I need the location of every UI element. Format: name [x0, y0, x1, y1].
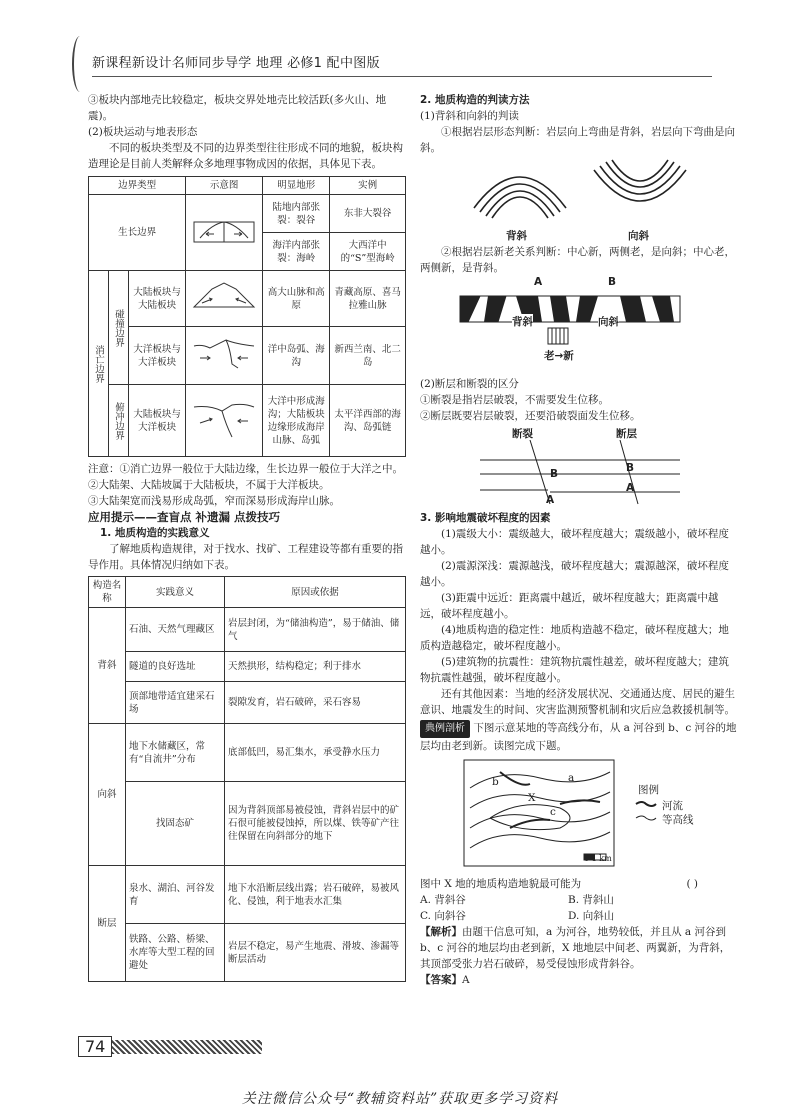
- terrain: 海洋内部张裂：海岭: [263, 233, 330, 271]
- cell: 泉水、湖泊、河谷发育: [126, 866, 225, 924]
- page-number-dots: [112, 1040, 262, 1054]
- para: (4)地质构造的稳定性：地质构造越不稳定，破坏程度越大；地质构造越稳定，破坏程度越小。: [420, 624, 729, 652]
- th: 示意图: [186, 177, 263, 195]
- terrain: 洋中岛弧、海沟: [263, 327, 330, 385]
- cell: 地下水储藏区，常有“自流井”分布: [126, 724, 225, 782]
- subduct-boundary: 俯冲边界: [109, 385, 129, 457]
- note: ②大陆架、大陆坡属于大陆板块，不属于大洋板块。: [88, 479, 330, 491]
- label-a-fault-2: A: [626, 482, 635, 494]
- diagram-island-arc: [186, 327, 263, 385]
- terrain: 大洋中形成海沟；大陆板块边缘形成海岸山脉、岛弧: [263, 385, 330, 457]
- label-b-fault-2: B: [626, 462, 635, 474]
- cell: 裂隙发育，岩石破碎，采石容易: [225, 682, 406, 724]
- contour-map: [420, 754, 738, 876]
- die-boundary: 消亡边界: [89, 271, 109, 457]
- header-rule: [92, 76, 712, 77]
- th: 构造名称: [89, 577, 126, 608]
- answer: A: [462, 974, 470, 986]
- label-a-map: a: [568, 772, 575, 784]
- cell: 天然拱形，结构稳定；利于排水: [225, 652, 406, 682]
- question-text: 图中 X 地的地质构造地貌最可能为: [420, 878, 582, 890]
- cell: 顶部地带适宜建采石场: [126, 682, 225, 724]
- plate-type: 大洋板块与大洋板块: [129, 327, 186, 385]
- plate-type: 大陆板块与大陆板块: [129, 271, 186, 327]
- option-d: D. 向斜山: [568, 910, 615, 922]
- para: ①根据岩层形态判断：岩层向上弯曲是背斜，岩层向下弯曲是向斜。: [420, 126, 735, 154]
- page-number: 74: [78, 1036, 112, 1057]
- apply-heading: 应用提示——查盲点 补遗漏 点拨技巧: [88, 510, 281, 524]
- label-fault: 断层: [616, 428, 637, 440]
- note: ③大陆架宽而浅易形成岛弧，窄而深易形成海岸山脉。: [88, 495, 340, 507]
- para: (2)板块运动与地表形态: [88, 126, 198, 138]
- section-heading: 1. 地质构造的实践意义: [100, 527, 210, 539]
- fault-diagram: [420, 424, 738, 510]
- diagram-collision: [186, 271, 263, 327]
- cell: 铁路、公路、桥梁、水库等大型工程的回避处: [126, 924, 225, 982]
- label-c-map: c: [550, 806, 556, 818]
- para: 还有其他因素：当地的经济发展状况、交通通达度、居民的避生意识、地震发生的时间、灾害监测预警机制和灾后应急救援机制等。: [420, 688, 735, 716]
- diagram-rift: [186, 195, 263, 271]
- para: (5)建筑物的抗震性：建筑物抗震性越差，破坏程度越大；建筑物抗震性越强，破坏程度越小。: [420, 656, 729, 684]
- para: ②根据岩层新老关系判断：中心新，两侧老，是向斜；中心老，两侧新，是背斜。: [420, 246, 735, 274]
- example: 东非大裂谷: [330, 195, 406, 233]
- option-a: A. 背斜谷: [420, 894, 466, 906]
- para: ②断层既要岩层破裂，还要沿破裂面发生位移。: [420, 410, 641, 422]
- scale-bar: 0 1 km: [584, 854, 612, 863]
- example: 青藏高原、喜马拉雅山脉: [330, 271, 406, 327]
- label-b: B: [608, 276, 617, 288]
- label-anticline: 背斜: [506, 230, 527, 242]
- cell: 岩层不稳定，易产生地震、滑坡、渗漏等断层活动: [225, 924, 406, 982]
- cell: 地下水沿断层线出露；岩石破碎，易被风化、侵蚀，利于地表水汇集: [225, 866, 406, 924]
- para: ①断裂是指岩层破裂，不需要发生位移。: [420, 394, 609, 406]
- strata-diagram: [420, 276, 738, 376]
- struct-name: 背斜: [89, 608, 126, 724]
- legend-contour: 等高线: [662, 814, 694, 826]
- th: 明显地形: [263, 177, 330, 195]
- left-column: [88, 92, 406, 982]
- label-crack: 断裂: [512, 428, 533, 440]
- label-syncline-2: 向斜: [598, 316, 619, 328]
- para: (3)距震中远近：距离震中越近，破坏程度越大；距离震中越远，破坏程度越小。: [420, 592, 719, 620]
- grow-boundary: 生长边界: [89, 195, 186, 271]
- label-old-new: 老→新: [544, 350, 574, 362]
- struct-name: 向斜: [89, 724, 126, 866]
- para: (1)背斜和向斜的判读: [420, 110, 519, 122]
- collide-boundary: 碰撞边界: [109, 271, 129, 385]
- example: 新西兰南、北二岛: [330, 327, 406, 385]
- section-heading: 2. 地质构造的判读方法: [420, 94, 530, 106]
- cell: 石油、天然气理藏区: [126, 608, 225, 652]
- header-title: 新课程新设计名师同步导学 地理 必修1 配中图版: [92, 56, 380, 71]
- para: ③板块内部地壳比较稳定，板块交界处地壳比较活跃(多火山、地震)。: [88, 94, 387, 122]
- analysis: 由题干信息可知，a 为河谷，地势较低，并且从 a 河谷到 b、c 河谷的地层均由老到新，X 地地层中间老、两翼新，为背斜，其顶部受张力岩石破碎，易受侵蚀形成背斜谷。: [420, 926, 731, 970]
- label-b-fault: B: [550, 468, 559, 480]
- note: 注意：①消亡边界一般位于大陆边缘，生长边界一般位于大洋之中。: [88, 463, 403, 475]
- footer-note: 关注微信公众号“教辅资料站”获取更多学习资料: [241, 1091, 559, 1107]
- cell: 因为背斜顶部易被侵蚀，背斜岩层中的矿石很可能被侵蚀掉，所以煤、铁等矿产往往保留在向斜部分的地下: [225, 782, 406, 866]
- question: 下图示意某地的等高线分布，从 a 河谷到 b、c 河谷的地层均由老到新。读图完成下题。: [420, 722, 737, 752]
- label-syncline: 向斜: [628, 230, 649, 242]
- para: (1)震级大小：震级越大，破坏程度越大；震级越小，破坏程度越小。: [420, 528, 729, 556]
- label-x-map: X: [528, 792, 536, 804]
- legend-title: 图例: [638, 784, 659, 796]
- right-column: [420, 92, 738, 988]
- legend-river: 河流: [662, 800, 683, 812]
- answer-bracket: ( ): [686, 878, 698, 890]
- terrain: 陆地内部张裂：裂谷: [263, 195, 330, 233]
- example: 大西洋中的“S”型海岭: [330, 233, 406, 271]
- struct-name: 断层: [89, 866, 126, 982]
- option-b: B. 背斜山: [568, 894, 614, 906]
- cell: 隧道的良好选址: [126, 652, 225, 682]
- header-arc: [72, 36, 88, 92]
- fold-diagram: [420, 156, 738, 244]
- example-tag: 典例剖析: [420, 720, 470, 738]
- option-c: C. 向斜谷: [420, 910, 466, 922]
- boundary-table: [88, 176, 406, 457]
- section-heading: 3. 影响地震破坏程度的因素: [420, 512, 551, 524]
- th: 实例: [330, 177, 406, 195]
- diagram-subduction: [186, 385, 263, 457]
- th: 原因或依据: [225, 577, 406, 608]
- label-anticline-2: 背斜: [512, 316, 533, 328]
- example: 太平洋西部的海沟、岛弧链: [330, 385, 406, 457]
- para: (2)断层和断裂的区分: [420, 378, 519, 390]
- label-a: A: [534, 276, 543, 288]
- cell: 底部低凹，易汇集水，承受静水压力: [225, 724, 406, 782]
- structure-table: [88, 576, 406, 982]
- terrain: 高大山脉和高原: [263, 271, 330, 327]
- label-b-map: b: [492, 776, 499, 788]
- plate-type: 大陆板块与大洋板块: [129, 385, 186, 457]
- para: (2)震源深浅：震源越浅，破坏程度越大；震源越深，破坏程度越小。: [420, 560, 729, 588]
- label-a-fault: A: [546, 494, 555, 506]
- cell: 岩层封闭，为“储油构造”，易于储油、储气: [225, 608, 406, 652]
- answer-label: 【答案】: [420, 974, 462, 986]
- th: 实践意义: [126, 577, 225, 608]
- cell: 找固态矿: [126, 782, 225, 866]
- th: 边界类型: [89, 177, 186, 195]
- para: 了解地质构造规律，对于找水、找矿、工程建设等都有重要的指导作用。具体情况归纳如下表。: [88, 543, 403, 571]
- para: 不同的板块类型及不同的边界类型往往形成不同的地貌，板块构造理论是目前人类解释众多地理事物成因的依据，具体见下表。: [88, 142, 403, 170]
- analysis-label: 【解析】: [420, 926, 462, 938]
